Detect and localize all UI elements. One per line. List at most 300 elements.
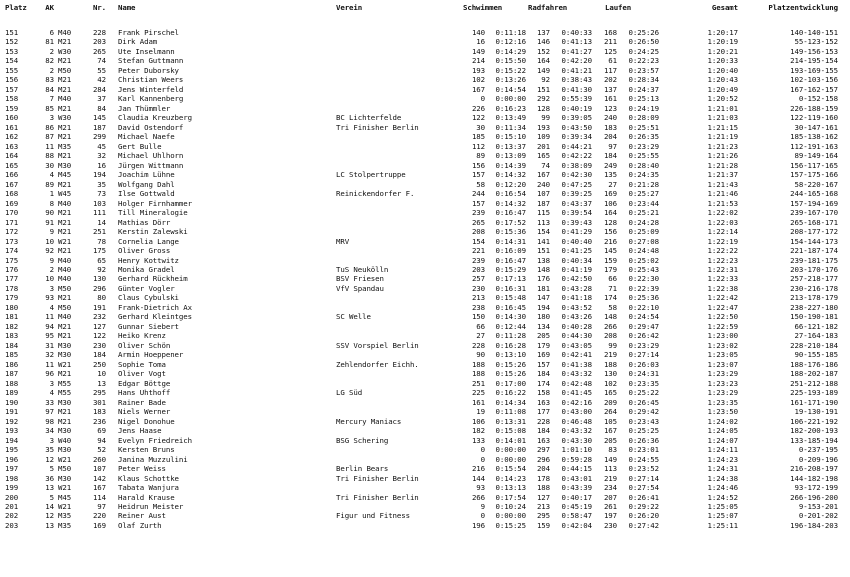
cell-name: Niels Werner	[118, 407, 171, 417]
cell-ak-class: M50	[58, 302, 72, 312]
cell-ak-rank: 11	[45, 359, 54, 369]
cell-radfahren-platz: 138	[536, 255, 550, 265]
cell-name: Günter Vogler	[118, 283, 175, 293]
cell-platzentwicklung: 251-212-188	[790, 378, 838, 388]
cell-laufen-zeit: 0:24:35	[628, 170, 659, 180]
cell-schwimmen-zeit: 0:13:13	[495, 483, 526, 493]
cell-ak-class: W21	[58, 483, 72, 493]
cell-laufen-platz: 197	[603, 511, 617, 521]
cell-laufen-zeit: 0:26:20	[628, 511, 659, 521]
cell-ak-class: M40	[58, 28, 72, 37]
cell-startnummer: 265	[92, 46, 106, 56]
cell-startnummer: 78	[97, 236, 106, 246]
cell-radfahren-zeit: 0:42:48	[561, 378, 592, 388]
cell-platzentwicklung: 154-144-173	[790, 236, 838, 246]
cell-name: Hans Uhthoff	[118, 388, 171, 398]
cell-schwimmen-platz: 122	[471, 113, 485, 123]
cell-radfahren-zeit: 0:58:47	[561, 511, 592, 521]
cell-ak-class: M21	[58, 227, 72, 237]
cell-ak-class: M21	[58, 331, 72, 341]
cell-ak-class: M45	[58, 170, 72, 180]
cell-schwimmen-platz: 193	[471, 65, 485, 75]
cell-platzentwicklung: 66-121-182	[794, 321, 838, 331]
cell-ak-rank: 13	[45, 483, 54, 493]
cell-ak-class: M40	[58, 255, 72, 265]
cell-radfahren-zeit: 0:43:32	[561, 426, 592, 436]
cell-radfahren-zeit: 0:39:34	[561, 132, 592, 142]
cell-schwimmen-zeit: 0:13:49	[495, 113, 526, 123]
cell-startnummer: 107	[92, 464, 106, 474]
cell-name: Sophie Toma	[118, 359, 166, 369]
cell-platz: 177	[5, 274, 19, 284]
cell-startnummer: 175	[92, 246, 106, 256]
cell-radfahren-platz: 149	[536, 65, 550, 75]
cell-laufen-zeit: 0:27:14	[628, 473, 659, 483]
cell-schwimmen-platz: 226	[471, 103, 485, 113]
cell-schwimmen-zeit: 0:15:08	[495, 426, 526, 436]
cell-platzentwicklung: 157-194-169	[790, 198, 838, 208]
cell-laufen-platz: 71	[608, 283, 617, 293]
cell-ak-class: W21	[58, 502, 72, 511]
cell-startnummer: 194	[92, 170, 106, 180]
cell-schwimmen-zeit: 0:12:16	[495, 37, 526, 47]
cell-laufen-zeit: 0:25:51	[628, 122, 659, 132]
cell-platz: 200	[5, 492, 19, 502]
cell-laufen-platz: 145	[603, 246, 617, 256]
cell-startnummer: 97	[97, 502, 106, 511]
cell-gesamt: 1:23:50	[707, 407, 738, 417]
cell-name: Joachim Lühne	[118, 170, 175, 180]
cell-laufen-zeit: 0:29:47	[628, 321, 659, 331]
cell-verein: MRV	[336, 236, 350, 246]
cell-radfahren-platz: 163	[536, 435, 550, 445]
cell-startnummer: 42	[97, 75, 106, 85]
cell-gesamt: 1:22:31	[707, 265, 738, 274]
cell-gesamt: 1:22:50	[707, 312, 738, 322]
cell-radfahren-zeit: 0:43:05	[561, 340, 592, 350]
cell-gesamt: 1:23:23	[707, 378, 738, 388]
cell-name: Frank Pirschel	[118, 28, 179, 37]
cell-startnummer: 74	[97, 56, 106, 66]
header-radfahren: Radfahren	[528, 3, 568, 12]
cell-schwimmen-zeit: 0:16:45	[495, 302, 526, 312]
cell-schwimmen-platz: 16	[476, 37, 485, 47]
cell-laufen-zeit: 0:25:21	[628, 208, 659, 218]
cell-ak-class: M40	[58, 312, 72, 322]
cell-platzentwicklung: 161-171-190	[790, 397, 838, 407]
cell-name: Cornelia Lange	[118, 236, 179, 246]
cell-ak-class: W21	[58, 359, 72, 369]
header-laufen: Laufen	[605, 3, 632, 12]
cell-laufen-platz: 174	[603, 293, 617, 303]
cell-laufen-zeit: 0:28:09	[628, 113, 659, 123]
cell-startnummer: 84	[97, 103, 106, 113]
cell-ak-rank: 90	[45, 208, 54, 218]
cell-platz: 187	[5, 369, 19, 379]
cell-platz: 166	[5, 170, 19, 180]
cell-gesamt: 1:20:19	[707, 37, 738, 47]
cell-verein: VfV Spandau	[336, 283, 384, 293]
header-platzentwicklung: Platzentwicklung	[768, 3, 838, 12]
cell-platzentwicklung: 149-156-153	[790, 46, 838, 56]
cell-laufen-zeit: 0:26:45	[628, 397, 659, 407]
cell-platz: 186	[5, 359, 19, 369]
cell-startnummer: 203	[92, 37, 106, 47]
cell-schwimmen-platz: 58	[476, 179, 485, 189]
cell-verein: Figur und Fitness	[336, 511, 410, 521]
cell-ak-class: M30	[58, 397, 72, 407]
cell-gesamt: 1:21:01	[707, 103, 738, 113]
cell-laufen-zeit: 0:25:13	[628, 94, 659, 104]
cell-platz: 190	[5, 397, 19, 407]
cell-ak-rank: 4	[49, 388, 54, 398]
cell-startnummer: 94	[97, 435, 106, 445]
cell-ak-rank: 13	[45, 520, 54, 530]
cell-ak-rank: 35	[45, 445, 54, 455]
cell-radfahren-zeit: 0:43:32	[561, 369, 592, 379]
cell-laufen-platz: 135	[603, 170, 617, 180]
cell-schwimmen-platz: 93	[476, 483, 485, 493]
cell-ak-class: M30	[58, 445, 72, 455]
cell-ak-rank: 1	[49, 189, 54, 199]
cell-laufen-platz: 105	[603, 416, 617, 426]
cell-ak-class: M30	[58, 473, 72, 483]
cell-radfahren-platz: 151	[536, 246, 550, 256]
cell-gesamt: 1:21:37	[707, 170, 738, 180]
cell-radfahren-platz: 187	[536, 198, 550, 208]
cell-ak-rank: 7	[49, 94, 54, 104]
cell-ak-class: W40	[58, 435, 72, 445]
cell-platzentwicklung: 55-123-152	[794, 37, 838, 47]
cell-ak-class: M30	[58, 160, 72, 170]
cell-schwimmen-zeit: 0:16:28	[495, 340, 526, 350]
cell-radfahren-zeit: 0:38:43	[561, 75, 592, 85]
cell-radfahren-platz: 92	[541, 75, 550, 85]
cell-schwimmen-zeit: 0:16:22	[495, 388, 526, 398]
cell-startnummer: 191	[92, 302, 106, 312]
cell-schwimmen-zeit: 0:15:26	[495, 369, 526, 379]
cell-ak-class: M30	[58, 426, 72, 436]
cell-ak-class: W45	[58, 189, 72, 199]
cell-ak-rank: 10	[45, 274, 54, 284]
cell-laufen-zeit: 0:23:35	[628, 378, 659, 388]
cell-laufen-platz: 97	[608, 141, 617, 151]
cell-schwimmen-platz: 208	[471, 227, 485, 237]
cell-name: Heidrun Meister	[118, 502, 184, 511]
cell-startnummer: 32	[97, 151, 106, 161]
cell-ak-rank: 11	[45, 312, 54, 322]
cell-platzentwicklung: 58-220-167	[794, 179, 838, 189]
cell-platzentwicklung: 140-140-151	[790, 28, 838, 37]
cell-radfahren-zeit: 0:47:25	[561, 179, 592, 189]
cell-schwimmen-zeit: 0:16:47	[495, 208, 526, 218]
cell-laufen-platz: 261	[603, 502, 617, 511]
cell-platzentwicklung: 266-196-200	[790, 492, 838, 502]
cell-startnummer: 236	[92, 416, 106, 426]
cell-name: Claus Cybulski	[118, 293, 179, 303]
cell-gesamt: 1:22:42	[707, 293, 738, 303]
cell-platz: 176	[5, 265, 19, 274]
cell-platz: 171	[5, 217, 19, 227]
cell-gesamt: 1:24:05	[707, 426, 738, 436]
cell-laufen-platz: 61	[608, 56, 617, 66]
cell-verein: Tri Finisher Berlin	[336, 492, 419, 502]
cell-name: Ute Inselmann	[118, 46, 175, 56]
cell-startnummer: 80	[97, 293, 106, 303]
cell-gesamt: 1:22:38	[707, 283, 738, 293]
cell-laufen-zeit: 0:24:25	[628, 46, 659, 56]
cell-platzentwicklung: 239-167-170	[790, 208, 838, 218]
cell-radfahren-zeit: 0:59:28	[561, 454, 592, 464]
cell-radfahren-platz: 147	[536, 293, 550, 303]
cell-schwimmen-platz: 265	[471, 217, 485, 227]
cell-ak-rank: 34	[45, 426, 54, 436]
cell-platzentwicklung: 93-172-199	[794, 483, 838, 493]
cell-radfahren-platz: 157	[536, 359, 550, 369]
cell-ak-class: W21	[58, 454, 72, 464]
cell-laufen-platz: 249	[603, 160, 617, 170]
cell-schwimmen-platz: 66	[476, 321, 485, 331]
cell-radfahren-zeit: 0:41:13	[561, 37, 592, 47]
cell-gesamt: 1:24:52	[707, 492, 738, 502]
cell-name: Kerstin Zalewski	[118, 227, 188, 237]
cell-laufen-platz: 106	[603, 198, 617, 208]
cell-verein: Reinickendorfer F.	[336, 189, 415, 199]
cell-laufen-zeit: 0:22:10	[628, 302, 659, 312]
cell-ak-rank: 2	[49, 46, 54, 56]
cell-schwimmen-zeit: 0:14:01	[495, 435, 526, 445]
cell-laufen-platz: 159	[603, 255, 617, 265]
cell-schwimmen-platz: 266	[471, 492, 485, 502]
cell-gesamt: 1:25:05	[707, 502, 738, 511]
cell-name: Gert Bulle	[118, 141, 162, 151]
cell-schwimmen-zeit: 0:15:48	[495, 293, 526, 303]
cell-schwimmen-zeit: 0:13:10	[495, 350, 526, 360]
cell-platz: 162	[5, 132, 19, 142]
cell-name: Oliver Schön	[118, 340, 171, 350]
cell-radfahren-platz: 205	[536, 331, 550, 341]
cell-gesamt: 1:21:19	[707, 132, 738, 142]
cell-schwimmen-platz: 112	[471, 141, 485, 151]
cell-platz: 203	[5, 520, 19, 530]
cell-laufen-platz: 202	[603, 75, 617, 85]
cell-platzentwicklung: 156-117-165	[790, 160, 838, 170]
cell-laufen-platz: 156	[603, 227, 617, 237]
cell-gesamt: 1:22:47	[707, 302, 738, 312]
cell-radfahren-platz: 193	[536, 122, 550, 132]
cell-radfahren-platz: 158	[536, 388, 550, 398]
cell-ak-class: M35	[58, 520, 72, 530]
cell-startnummer: 299	[92, 132, 106, 142]
cell-gesamt: 1:22:22	[707, 246, 738, 256]
cell-schwimmen-zeit: 0:14:30	[495, 312, 526, 322]
cell-laufen-platz: 219	[603, 350, 617, 360]
cell-gesamt: 1:24:46	[707, 483, 738, 493]
cell-schwimmen-platz: 203	[471, 265, 485, 274]
cell-ak-rank: 9	[49, 227, 54, 237]
cell-schwimmen-zeit: 0:00:00	[495, 445, 526, 455]
cell-ak-rank: 3	[49, 283, 54, 293]
cell-schwimmen-platz: 239	[471, 255, 485, 265]
cell-radfahren-platz: 107	[536, 189, 550, 199]
cell-verein: BSV Friesen	[336, 274, 384, 284]
cell-platz: 182	[5, 321, 19, 331]
cell-schwimmen-zeit: 0:16:09	[495, 246, 526, 256]
cell-ak-rank: 36	[45, 473, 54, 483]
cell-startnummer: 145	[92, 113, 106, 123]
cell-platzentwicklung: 122-119-160	[790, 113, 838, 123]
cell-radfahren-platz: 159	[536, 520, 550, 530]
cell-startnummer: 187	[92, 122, 106, 132]
cell-platz: 191	[5, 407, 19, 417]
cell-schwimmen-zeit: 0:14:54	[495, 84, 526, 94]
cell-verein: BSG Schering	[336, 435, 389, 445]
cell-laufen-platz: 183	[603, 122, 617, 132]
cell-schwimmen-platz: 144	[471, 473, 485, 483]
cell-gesamt: 1:25:11	[707, 520, 738, 530]
cell-schwimmen-zeit: 0:13:09	[495, 151, 526, 161]
cell-ak-class: M45	[58, 492, 72, 502]
cell-laufen-platz: 102	[603, 378, 617, 388]
cell-schwimmen-zeit: 0:14:23	[495, 473, 526, 483]
cell-schwimmen-zeit: 0:15:26	[495, 359, 526, 369]
header-name: Name	[118, 3, 136, 12]
cell-ak-class: M30	[58, 340, 72, 350]
cell-radfahren-zeit: 0:44:21	[561, 141, 592, 151]
cell-platz: 153	[5, 46, 19, 56]
cell-startnummer: 228	[92, 28, 106, 37]
cell-laufen-platz: 205	[603, 435, 617, 445]
cell-laufen-zeit: 0:26:42	[628, 331, 659, 341]
cell-schwimmen-platz: 150	[471, 312, 485, 322]
cell-radfahren-platz: 176	[536, 274, 550, 284]
cell-schwimmen-platz: 89	[476, 151, 485, 161]
cell-radfahren-zeit: 0:43:30	[561, 435, 592, 445]
cell-laufen-platz: 149	[603, 454, 617, 464]
cell-platz: 180	[5, 302, 19, 312]
cell-schwimmen-zeit: 0:16:31	[495, 283, 526, 293]
cell-platzentwicklung: 89-149-164	[794, 151, 838, 161]
cell-platzentwicklung: 239-181-175	[790, 255, 838, 265]
cell-radfahren-zeit: 0:41:19	[561, 265, 592, 274]
cell-radfahren-zeit: 0:40:19	[561, 103, 592, 113]
cell-platzentwicklung: 30-147-161	[794, 122, 838, 132]
cell-name: Nigel Donohue	[118, 416, 175, 426]
cell-verein: Tri Finisher Berlin	[336, 122, 419, 132]
cell-radfahren-zeit: 0:42:22	[561, 151, 592, 161]
cell-gesamt: 1:20:43	[707, 75, 738, 85]
cell-platz: 174	[5, 246, 19, 256]
cell-schwimmen-platz: 225	[471, 388, 485, 398]
cell-platz: 184	[5, 340, 19, 350]
cell-laufen-platz: 184	[603, 151, 617, 161]
cell-ak-rank: 4	[49, 170, 54, 180]
cell-platzentwicklung: 188-202-187	[790, 369, 838, 379]
cell-schwimmen-zeit: 0:16:54	[495, 189, 526, 199]
cell-laufen-zeit: 0:23:29	[628, 141, 659, 151]
cell-ak-class: M21	[58, 321, 72, 331]
cell-name: Wolfgang Dahl	[118, 179, 175, 189]
cell-schwimmen-zeit: 0:11:34	[495, 122, 526, 132]
cell-radfahren-platz: 154	[536, 227, 550, 237]
cell-gesamt: 1:23:29	[707, 388, 738, 398]
cell-laufen-platz: 123	[603, 103, 617, 113]
cell-schwimmen-platz: 251	[471, 378, 485, 388]
cell-radfahren-zeit: 0:40:33	[561, 28, 592, 37]
cell-laufen-zeit: 0:23:43	[628, 416, 659, 426]
cell-name: Gunnar Siebert	[118, 321, 179, 331]
cell-platzentwicklung: 0-237-195	[798, 445, 838, 455]
cell-laufen-zeit: 0:28:40	[628, 160, 659, 170]
cell-radfahren-platz: 137	[536, 28, 550, 37]
cell-name: Tabata Wanjura	[118, 483, 179, 493]
cell-laufen-zeit: 0:29:22	[628, 502, 659, 511]
cell-verein: Mercury Maniacs	[336, 416, 402, 426]
cell-schwimmen-platz: 154	[471, 236, 485, 246]
cell-startnummer: 230	[92, 340, 106, 350]
cell-schwimmen-zeit: 0:16:47	[495, 255, 526, 265]
cell-platzentwicklung: 226-188-159	[790, 103, 838, 113]
cell-ak-rank: 91	[45, 217, 54, 227]
cell-radfahren-zeit: 0:43:50	[561, 122, 592, 132]
cell-radfahren-platz: 113	[536, 217, 550, 227]
cell-name: Jan Thümmler	[118, 103, 171, 113]
cell-platzentwicklung: 0-201-202	[798, 511, 838, 521]
cell-ak-rank: 83	[45, 75, 54, 85]
cell-platz: 202	[5, 511, 19, 521]
cell-startnummer: 16	[97, 160, 106, 170]
cell-ak-rank: 5	[49, 492, 54, 502]
cell-laufen-platz: 113	[603, 464, 617, 474]
cell-verein: LC Stolpertruppe	[336, 170, 406, 180]
cell-platz: 157	[5, 84, 19, 94]
cell-radfahren-platz: 164	[536, 56, 550, 66]
cell-platzentwicklung: 214-195-154	[790, 56, 838, 66]
cell-platzentwicklung: 90-155-185	[794, 350, 838, 360]
cell-ak-class: M21	[58, 293, 72, 303]
header-nr: Nr.	[92, 3, 106, 12]
cell-radfahren-platz: 292	[536, 94, 550, 104]
cell-ak-rank: 31	[45, 340, 54, 350]
cell-radfahren-platz: 181	[536, 283, 550, 293]
cell-ak-rank: 30	[45, 160, 54, 170]
cell-laufen-zeit: 0:22:39	[628, 283, 659, 293]
cell-schwimmen-platz: 0	[480, 511, 485, 521]
cell-gesamt: 1:22:23	[707, 255, 738, 265]
cell-radfahren-platz: 184	[536, 426, 550, 436]
cell-name: Olaf Zurth	[118, 520, 162, 530]
cell-name: Klaus Schottke	[118, 473, 179, 483]
cell-ak-class: M21	[58, 217, 72, 227]
cell-laufen-zeit: 0:26:35	[628, 132, 659, 142]
cell-radfahren-platz: 296	[536, 454, 550, 464]
cell-ak-rank: 85	[45, 103, 54, 113]
cell-platz: 170	[5, 208, 19, 218]
cell-schwimmen-zeit: 0:17:00	[495, 378, 526, 388]
cell-name: Holger Firnhammer	[118, 198, 192, 208]
cell-name: David Ostendorf	[118, 122, 184, 132]
cell-platz: 183	[5, 331, 19, 341]
cell-name: Armin Hoeppener	[118, 350, 184, 360]
cell-ak-rank: 2	[49, 65, 54, 75]
cell-radfahren-platz: 179	[536, 340, 550, 350]
cell-laufen-platz: 230	[603, 520, 617, 530]
cell-schwimmen-zeit: 0:11:18	[495, 28, 526, 37]
cell-schwimmen-platz: 90	[476, 350, 485, 360]
cell-startnummer: 250	[92, 359, 106, 369]
cell-gesamt: 1:23:07	[707, 359, 738, 369]
cell-schwimmen-zeit: 0:00:00	[495, 454, 526, 464]
